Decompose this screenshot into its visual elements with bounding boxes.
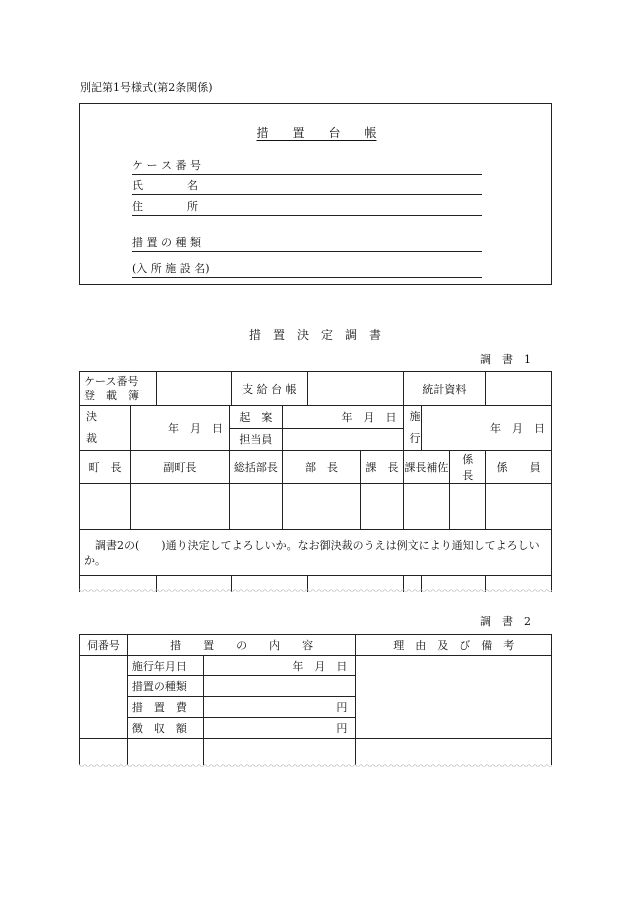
kian-date[interactable]: 年 月 日 <box>282 406 403 429</box>
role-subsection-chief: 係 長 <box>450 451 486 484</box>
torn-edge-2 <box>79 764 552 770</box>
item-label-type: 措置の種類 <box>127 676 203 697</box>
torn-edge-1 <box>79 589 552 595</box>
item-label-cost: 措 置 費 <box>127 697 203 718</box>
role-mayor: 町 長 <box>80 451 131 484</box>
header-content: 措 置 の 内 容 <box>127 635 356 656</box>
item-label-collection: 徴 収 額 <box>127 718 203 739</box>
header-reason: 理 由 及 び 備 考 <box>356 635 552 656</box>
field-measure-type[interactable]: 措 置 の 種 類 <box>132 235 482 252</box>
role-section-chief: 課 長 <box>361 451 403 484</box>
approval-note: 調書2の( )通り決定してよろしいか。なお御決裁のうえは例文により通知してよろしいか。 <box>80 530 552 576</box>
shikou-cell: 施 行 <box>403 406 421 451</box>
item-value-type[interactable] <box>203 676 356 697</box>
stamp-general-director[interactable] <box>229 484 282 530</box>
case-number-value[interactable] <box>157 372 232 406</box>
blank-label <box>127 739 203 765</box>
stamp-mayor[interactable] <box>80 484 131 530</box>
sheet1-label: 調 書 1 <box>480 353 531 366</box>
case-number-label: ケース番号 <box>84 374 139 388</box>
kian-label: 起 案 <box>229 406 282 429</box>
sheet2-table <box>79 634 552 765</box>
stamp-assistant-chief[interactable] <box>403 484 450 530</box>
stamp-section-chief[interactable] <box>361 484 403 530</box>
no-value[interactable] <box>80 656 128 739</box>
role-director: 部 長 <box>282 451 361 484</box>
item-value-cost[interactable]: 円 <box>203 697 356 718</box>
reason-value[interactable] <box>356 656 552 739</box>
field-case-number[interactable]: ケ ー ス 番 号 <box>132 158 482 175</box>
blank-no <box>80 739 128 765</box>
role-general-director: 総括部長 <box>229 451 282 484</box>
decision-title: 措 置 決 定 調 書 <box>248 328 381 342</box>
header-no: 伺番号 <box>80 635 128 656</box>
item-label-date: 施行年月日 <box>127 656 203 676</box>
field-facility-name[interactable]: (入 所 施 設 名) <box>132 261 482 278</box>
role-deputy-mayor: 副町長 <box>130 451 229 484</box>
field-name[interactable]: 氏 名 <box>132 178 482 195</box>
stamp-subsection-chief[interactable] <box>450 484 486 530</box>
field-address[interactable]: 住 所 <box>132 199 482 216</box>
stamp-director[interactable] <box>282 484 361 530</box>
item-value-date[interactable]: 年 月 日 <box>203 656 356 676</box>
sheet2-label: 調 書 2 <box>480 615 531 628</box>
stats-value[interactable] <box>486 372 552 406</box>
ledger-title: 措 置 台 帳 <box>256 126 377 140</box>
tantou-label: 担当員 <box>229 428 282 451</box>
stamp-staff[interactable] <box>486 484 552 530</box>
form-header: 別記第1号様式(第2条関係) <box>80 81 213 94</box>
ledger-box <box>79 103 552 285</box>
tantou-value[interactable] <box>282 428 403 451</box>
support-ledger-label: 支 給 台 帳 <box>231 372 307 406</box>
support-ledger-value[interactable] <box>307 372 403 406</box>
blank-reason <box>356 739 552 765</box>
kessai-date[interactable]: 年 月 日 <box>130 406 229 451</box>
stamp-deputy-mayor[interactable] <box>130 484 229 530</box>
role-assistant-chief: 課長補佐 <box>403 451 450 484</box>
case-number-cell <box>80 372 157 406</box>
kessai-cell: 決 裁 <box>80 406 131 451</box>
decision-table <box>79 371 552 592</box>
blank-value <box>203 739 356 765</box>
role-staff: 係 員 <box>486 451 552 484</box>
shikou-date[interactable]: 年 月 日 <box>421 406 551 451</box>
stats-label: 統計資料 <box>403 372 486 406</box>
item-value-collection[interactable]: 円 <box>203 718 356 739</box>
registry-label: 登 載 簿 <box>84 388 139 402</box>
